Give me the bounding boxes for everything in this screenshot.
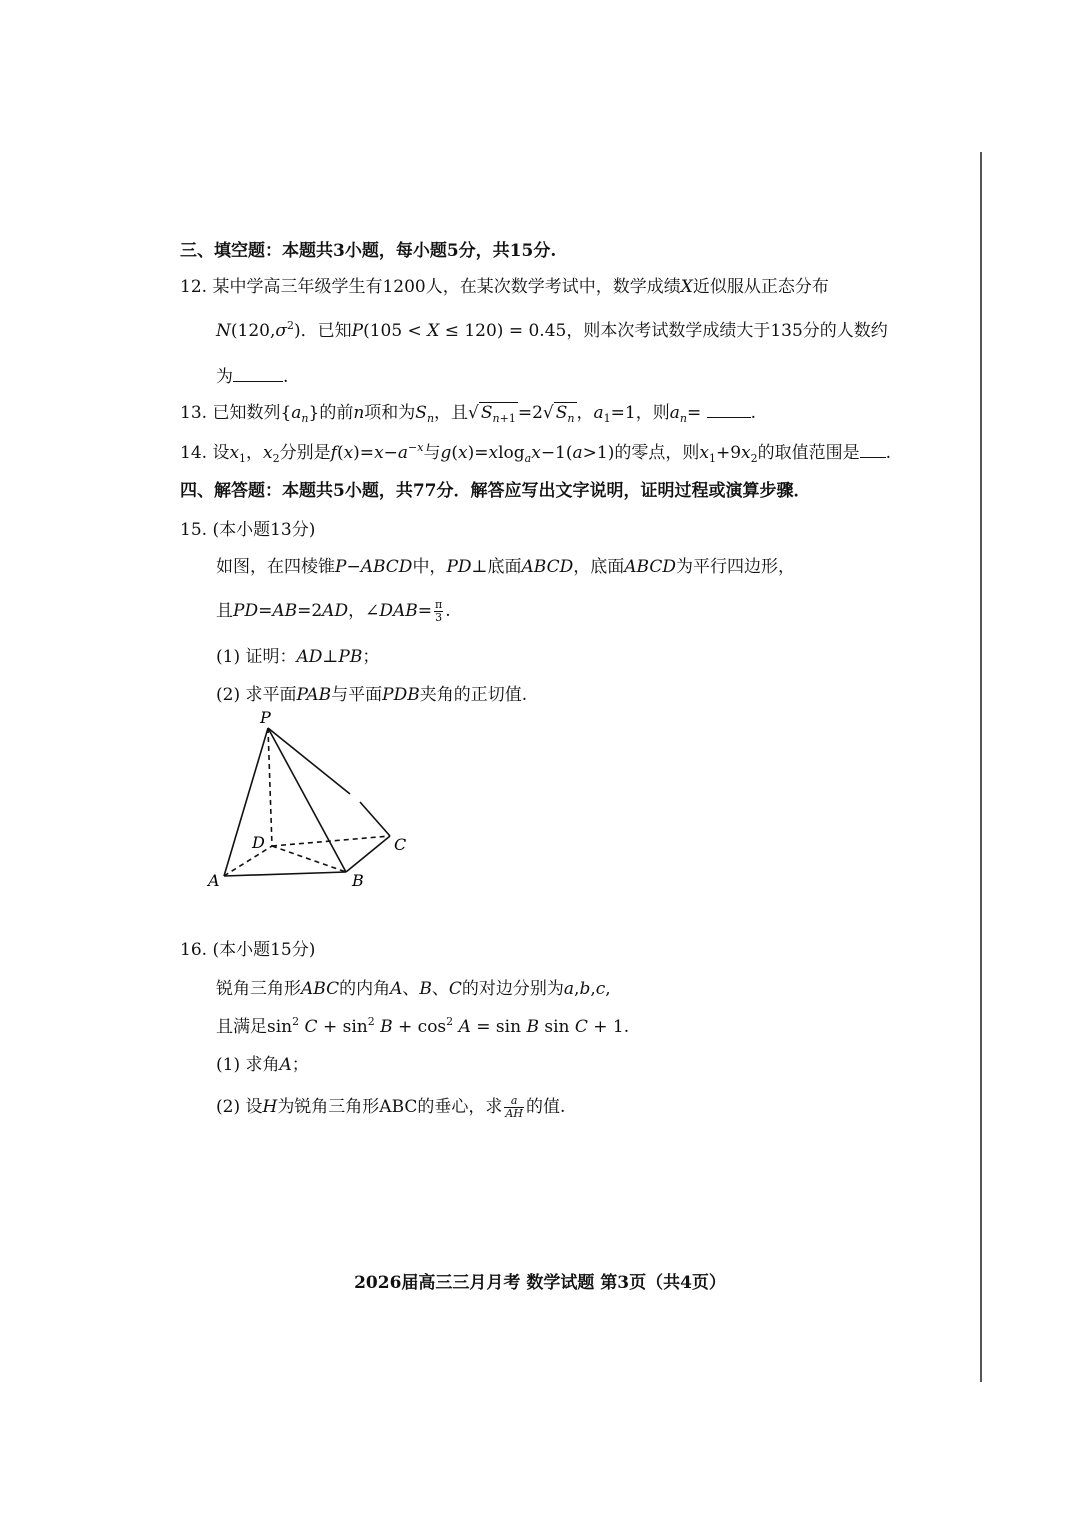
label-C: C [394, 835, 407, 854]
edge-PC-lower [360, 802, 390, 836]
q16-part1: (1) 求角A； [216, 1055, 309, 1075]
q14-answer-blank[interactable] [860, 456, 886, 458]
q16-part2: (2) 设H为锐角三角形ABC的垂心，求 $\frac{a}{AH}$ 的值. [216, 1094, 566, 1120]
q13-answer-blank[interactable] [707, 416, 751, 418]
q13: 13. 已知数列$\{a_n\}$的前n项和为$S_n$，且√ $S_{n+1} =2√$ $S_n$ ，$a_1=1$，则$a_n=$ . [180, 403, 757, 425]
edge-PC-upper [268, 728, 350, 794]
q12-line3: 为 . [216, 367, 289, 387]
q16-line1: 锐角三角形ABC的内角A、B、C的对边分别为a,b,c, [216, 979, 611, 999]
q12-answer-blank[interactable] [233, 380, 283, 382]
page-edge-line [980, 152, 982, 1382]
edge-BC [346, 836, 390, 872]
label-D: D [252, 833, 265, 852]
edge-PB [268, 728, 346, 872]
section-3-heading: 三、填空题：本题共3小题，每小题5分，共15分. [180, 241, 557, 261]
q12-text-1: 某中学高三年级学生有1200人，在某次数学考试中，数学成绩X近似服从正态分布 [212, 277, 829, 297]
q15-line1: 如图，在四棱锥P−ABCD中，PD⊥底面ABCD，底面ABCD为平行四边形， [216, 557, 795, 577]
q14-number: 14. [180, 443, 208, 463]
edge-PA [224, 728, 268, 876]
q15-line2: 且PD=AB=2AD，∠DAB= $\frac{\pi}{3}$ . [216, 598, 451, 624]
pyramid-figure [200, 706, 430, 896]
label-P: P [260, 708, 271, 727]
edge-PD [268, 728, 272, 846]
q15-header: 15. (本小题13分) [180, 520, 316, 540]
q15-part1: (1) 证明：AD⊥PB； [216, 647, 380, 667]
q16-line2: 且满足$\sin^2 C + \sin^2 B + \cos^2 A = \sin B$ sin C + 1. [216, 1015, 630, 1037]
q16-header: 16. (本小题15分) [180, 940, 316, 960]
label-B: B [352, 871, 364, 890]
page-footer: 2026届高三三月月考 数学试题 第3页（共4页） [354, 1273, 726, 1293]
q13-number: 13. [180, 403, 208, 423]
q12-line2: $N(120,\sigma^2)$．已知P(105 < X ≤ 120) = 0.45，则本次考试数学成绩大于135分的人数约 [216, 319, 888, 341]
q12-number: 12. [180, 277, 208, 297]
label-A: A [208, 871, 220, 890]
q12-line3-text: 为 [216, 367, 233, 387]
q14: 14. 设$x_1$，$x_2$分别是$f(x)=x-a^{-x}$与g(x)=xlog$_a$x−1(a>1)的零点，则$x_1+9x_2$的取值范围是 . [180, 441, 892, 465]
q15-part2: (2) 求平面PAB与平面PDB夹角的正切值. [216, 685, 528, 705]
section-4-heading: 四、解答题：本题共5小题，共77分．解答应写出文字说明，证明过程或演算步骤． [180, 481, 811, 501]
edge-AB [224, 872, 346, 876]
q12-line1 [180, 272, 829, 297]
